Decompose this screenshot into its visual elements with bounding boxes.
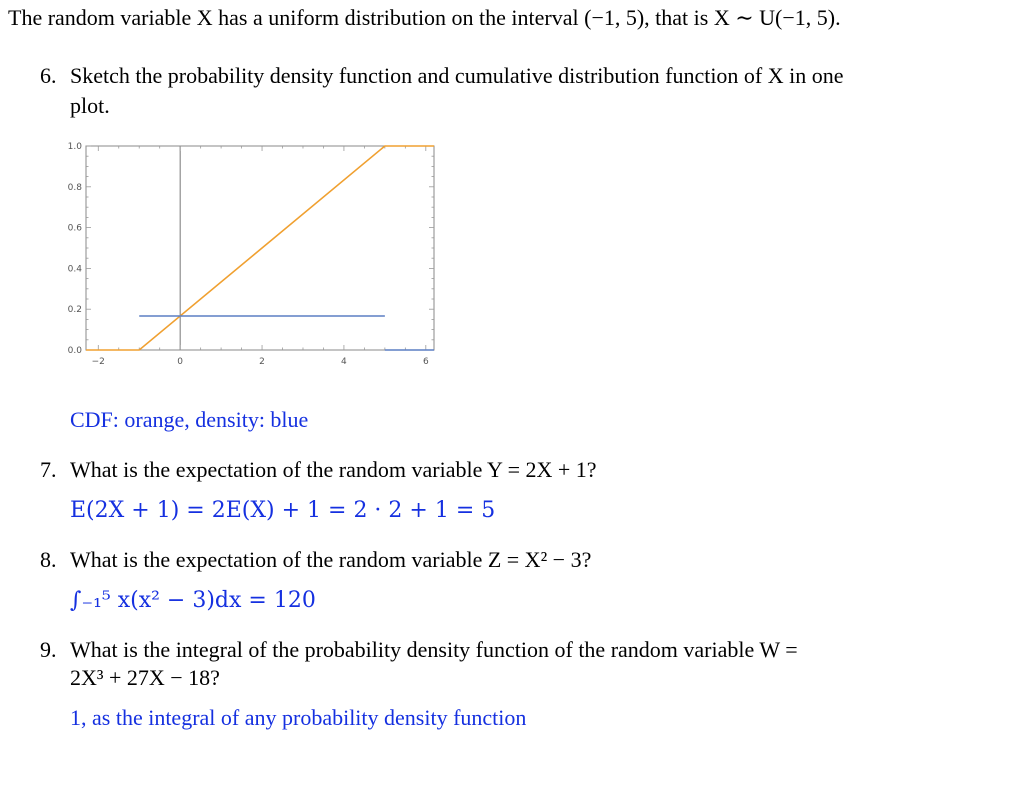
question-9-text-1: What is the integral of the probability density function of the random variable W = [70, 637, 798, 662]
question-9-number: 9. [40, 637, 57, 662]
question-6-line-1 [40, 62, 844, 90]
plot-frame [86, 146, 434, 350]
pdf-cdf-plot [50, 140, 450, 380]
x-tick-label: 6 [422, 357, 429, 367]
y-tick-label: 0.4 [67, 264, 82, 275]
question-9-text-2: 2X³ + 27X − 18? [70, 665, 220, 690]
question-8-answer [70, 586, 316, 615]
question-8-number: 8. [40, 547, 57, 572]
question-6-line-2 [70, 92, 110, 120]
question-6-text-1: Sketch the probability density function and cumulative distribution function of X in one [70, 63, 844, 88]
question-9-answer-text: 1, as the integral of any probability density function [70, 705, 527, 730]
intro-text: The random variable X has a uniform distribution on the interval (−1, 5), that is X ∼ U(−1, 5). [8, 5, 841, 30]
y-tick-label: 0.0 [67, 346, 82, 356]
question-8-text: What is the expectation of the random variable Z = X² − 3? [70, 547, 592, 572]
x-tick-label: 0 [177, 357, 184, 367]
question-6-number: 6. [40, 63, 57, 88]
x-tick-label: −2 [91, 357, 105, 367]
y-tick-label: 0.8 [67, 182, 82, 193]
question-6-answer-text: CDF: orange, density: blue [70, 407, 309, 432]
question-7-answer [70, 496, 495, 525]
question-9-line-1 [40, 636, 940, 664]
question-8 [40, 546, 591, 574]
question-9-answer [70, 704, 526, 732]
question-7-answer-text: E(2X + 1) = 2E(X) + 1 = 2 · 2 + 1 = 5 [70, 498, 496, 523]
x-tick-label: 4 [341, 357, 347, 367]
x-tick-label: 2 [259, 357, 265, 367]
y-tick-label: 0.6 [67, 223, 82, 234]
question-7-text: What is the expectation of the random variable Y = 2X + 1? [70, 457, 597, 482]
question-7-number: 7. [40, 457, 57, 482]
y-tick-label: 1.0 [67, 142, 82, 152]
question-7 [40, 456, 597, 484]
cdf-line [86, 146, 434, 350]
question-9-line-2 [70, 664, 220, 692]
question-8-answer-text: ∫₋₁⁵ x(x² − 3)dx = 120 [70, 588, 316, 613]
question-6-text-2: plot. [70, 93, 110, 118]
question-6-answer [70, 406, 308, 434]
intro-sentence [8, 4, 841, 32]
y-tick-label: 0.2 [67, 305, 82, 316]
